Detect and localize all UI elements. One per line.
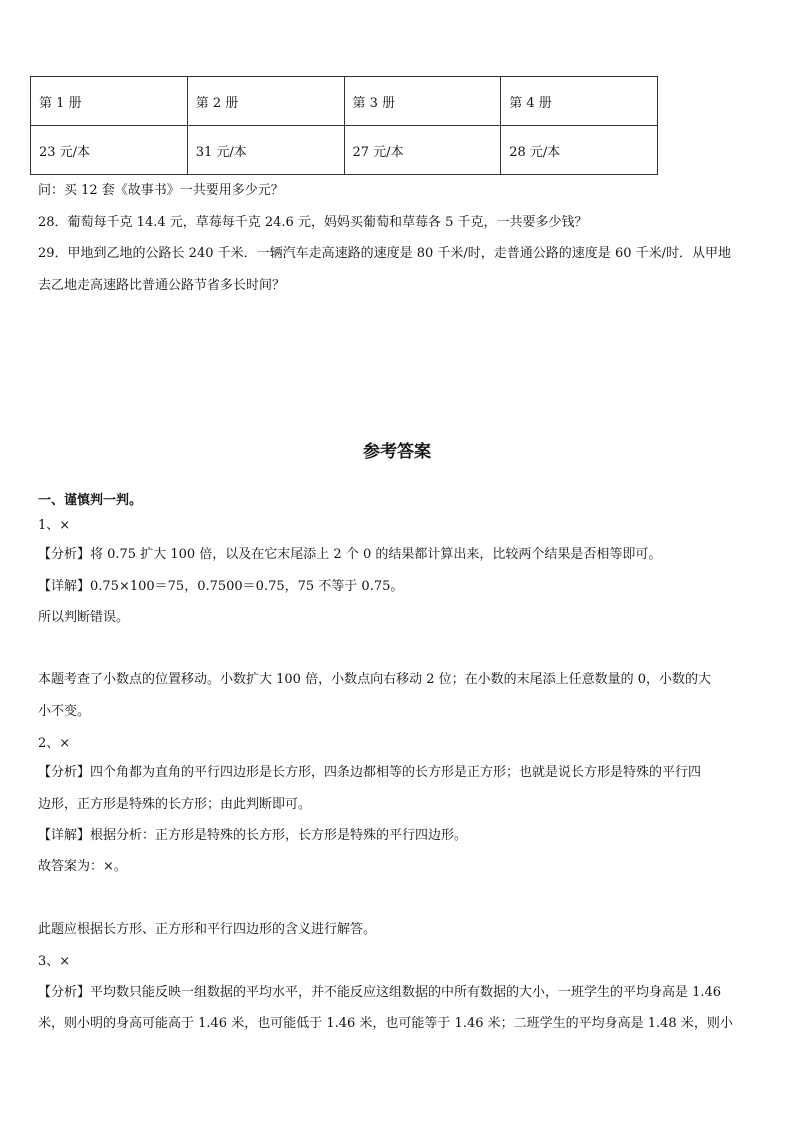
question-28: 28．葡萄每千克 14.4 元，草莓每千克 24.6 元，妈妈买葡萄和草莓各 5 千克，一共要多少钱？ — [38, 215, 588, 230]
table-header-cell: 第 2 册 — [187, 77, 344, 126]
section-heading: 一、谨慎判一判。 — [38, 493, 143, 508]
table-row — [31, 77, 658, 126]
table-cell: 27 元/本 — [344, 126, 501, 175]
answer-2-comment: 此题应根据长方形、正方形和平行四边形的含义进行解答。 — [38, 922, 377, 937]
question-29-line2: 去乙地走高速路比普通公路节省多长时间？ — [38, 278, 286, 293]
answer-1-conclusion: 所以判断错误。 — [38, 610, 130, 625]
answer-3-analysis-line2: 米，则小明的身高可能高于 1.46 米，也可能低于 1.46 米，也可能等于 1.46 米；二班学生的平均身高是 1.48 米，则小 — [38, 1016, 733, 1031]
table-cell: 28 元/本 — [501, 126, 658, 175]
answer-2-number: 2、× — [38, 736, 71, 751]
answer-1-detail: 【详解】0.75×100＝75，0.7500＝0.75，75 不等于 0.75。 — [38, 579, 404, 594]
answer-2-detail: 【详解】根据分析：正方形是特殊的长方形，长方形是特殊的平行四边形。 — [38, 828, 468, 843]
table-header-cell: 第 1 册 — [31, 77, 188, 126]
answer-1-comment-line2: 小不变。 — [38, 704, 91, 719]
answer-3-number: 3、× — [38, 954, 71, 969]
answer-3-analysis-line1: 【分析】平均数只能反映一组数据的平均水平，并不能反应这组数据的中所有数据的大小，一班学生的平均身高是 1.46 — [38, 985, 722, 1000]
table-row — [31, 126, 658, 175]
answer-2-analysis-line1: 【分析】四个角都为直角的平行四边形是长方形，四条边都相等的长方形是正方形；也就是说长方形是特殊的平行四 — [38, 765, 702, 780]
table-cell: 23 元/本 — [31, 126, 188, 175]
answer-title: 参考答案 — [363, 442, 431, 462]
question-line: 问：买 12 套《故事书》一共要用多少元？ — [38, 183, 284, 198]
answer-1-number: 1、× — [38, 518, 71, 533]
price-table — [30, 76, 658, 175]
answer-2-conclusion: 故答案为：×。 — [38, 859, 127, 874]
answer-1-comment-line1: 本题考查了小数点的位置移动。小数扩大 100 倍，小数点向右移动 2 位；在小数的末尾添上任意数量的 0，小数的大 — [38, 672, 712, 687]
answer-1-analysis: 【分析】将 0.75 扩大 100 倍，以及在它末尾添上 2 个 0 的结果都计算出来，比较两个结果是否相等即可。 — [38, 547, 662, 562]
question-29-line1: 29．甲地到乙地的公路长 240 千米．一辆汽车走高速路的速度是 80 千米/时，走普通公路的速度是 60 千米/时．从甲地 — [38, 246, 731, 261]
table-cell: 31 元/本 — [187, 126, 344, 175]
table-header-cell: 第 4 册 — [501, 77, 658, 126]
table-header-cell: 第 3 册 — [344, 77, 501, 126]
answer-2-analysis-line2: 边形，正方形是特殊的长方形；由此判断即可。 — [38, 797, 312, 812]
